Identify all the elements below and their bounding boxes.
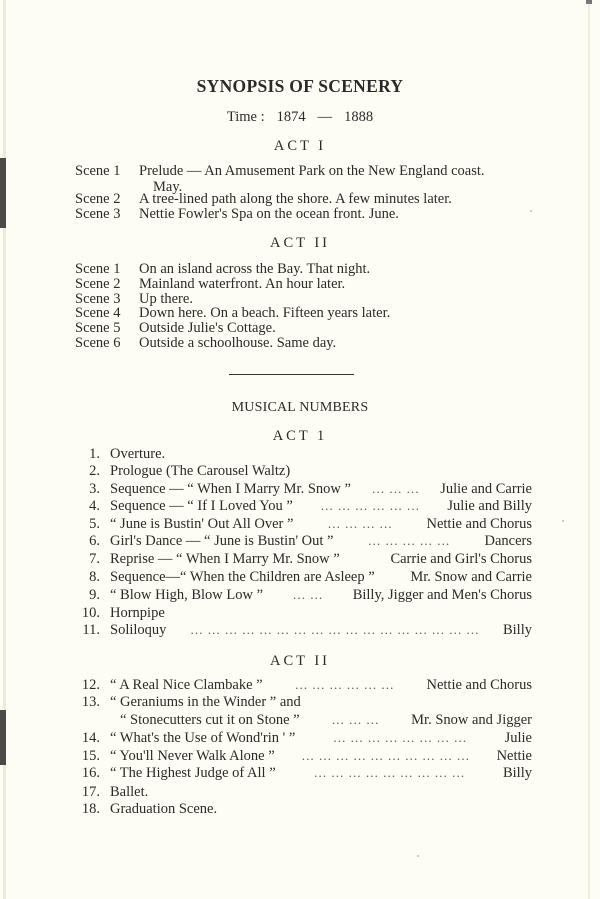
scene-label: Scene 2 [75, 191, 121, 207]
musical-number-item [72, 462, 532, 480]
number-index: 15. [81, 748, 100, 764]
leader-dots [375, 568, 411, 586]
paper-speck [530, 210, 532, 212]
musical-act-1-heading: ACT 1 [272, 428, 328, 444]
section-divider [229, 374, 354, 375]
scene-text: Outside a schoolhouse. Same day. [139, 335, 337, 351]
musical-number-item [72, 693, 532, 729]
binding-mark [0, 710, 6, 765]
leader-dots: … … … [371, 481, 420, 496]
number-index: 3. [89, 481, 100, 497]
scene-text: Down here. On a beach. Fifteen years later. [139, 305, 391, 321]
number-performer: Billy, Jigger and Men's Chorus [352, 587, 532, 603]
musical-number-item [72, 800, 532, 818]
time-start: 1874 [276, 109, 306, 125]
number-performer: Nettie and Chorus [426, 677, 532, 693]
scene-text: Outside Julie's Cottage. [139, 320, 276, 336]
number-title: Reprise — “ When I Marry Mr. Snow ” [110, 551, 340, 567]
number-performer: Billy [502, 622, 532, 638]
musical-number-item [72, 747, 532, 765]
scene-item [75, 261, 370, 277]
number-performer: Dancers [484, 533, 532, 549]
number-index: 18. [81, 801, 100, 817]
scene-label: Scene 5 [75, 320, 121, 336]
number-index: 16. [81, 765, 100, 781]
number-title: “ Blow High, Blow Low ” [110, 587, 264, 603]
scene-item [75, 305, 390, 321]
number-title: Sequence — “ If I Loved You ” [110, 498, 293, 514]
musical-number-item [72, 729, 532, 747]
scene-label: Scene 3 [75, 291, 121, 307]
number-index: 2. [89, 463, 100, 479]
musical-numbers-heading: MUSICAL NUMBERS [231, 400, 369, 415]
number-title: Sequence — “ When I Marry Mr. Snow ” [110, 481, 351, 497]
scene-item [75, 276, 345, 292]
scene-item [75, 191, 452, 207]
musical-number-item [72, 783, 532, 801]
scene-text: On an island across the Bay. That night. [139, 261, 371, 277]
number-performer: Nettie and Chorus [426, 516, 532, 532]
leader-dots: … … … … … [367, 533, 451, 548]
leader-dots: … … … … … … … … … [313, 765, 466, 780]
number-title: “ The Highest Judge of All ” [110, 765, 276, 781]
number-title: “ You'll Never Walk Alone ” [110, 748, 275, 764]
number-performer: Carrie and Girl's Chorus [390, 551, 532, 567]
musical-number-item [72, 497, 532, 515]
number-index: 1. [89, 446, 100, 462]
scene-label: Scene 4 [75, 305, 121, 321]
number-performer: Mr. Snow and Carrie [410, 569, 532, 585]
number-title: Girl's Dance — “ June is Bustin' Out ” [110, 533, 334, 549]
number-performer: Mr. Snow and Jigger [411, 712, 532, 728]
number-title: Ballet. [110, 784, 149, 800]
scan-corner-mark [586, 0, 592, 4]
paper-speck [417, 855, 419, 857]
scene-text-continuation: May. [153, 179, 183, 195]
musical-number-item [72, 480, 532, 498]
leader-dots: … … … … … … … … … … … … … … … … … [189, 622, 480, 637]
number-index: 14. [81, 730, 100, 746]
number-performer: Julie [504, 730, 532, 746]
musical-number-item [72, 764, 532, 782]
number-index: 7. [89, 551, 100, 567]
number-title: “ A Real Nice Clambake ” [110, 677, 263, 693]
musical-act-2-heading: ACT II [269, 653, 331, 669]
scene-label: Scene 1 [75, 163, 121, 179]
number-index: 9. [89, 587, 100, 603]
scene-label: Scene 1 [75, 261, 121, 277]
number-title: “ June is Bustin' Out All Over ” [110, 516, 294, 532]
number-title: Graduation Scene. [110, 801, 218, 817]
time-end: 1888 [344, 109, 374, 125]
scene-item [75, 335, 336, 351]
scene-item [75, 206, 399, 222]
leader-dots: … … … … … … … … [332, 730, 468, 745]
number-index: 12. [81, 677, 100, 693]
time-dash: — [317, 109, 333, 125]
musical-number-item [72, 568, 532, 586]
number-index: 8. [89, 569, 100, 585]
scene-label: Scene 2 [75, 276, 121, 292]
scene-text: Up there. [139, 291, 193, 307]
leader-dots [340, 550, 391, 568]
number-index: 13. [81, 694, 100, 710]
time-period [0, 109, 600, 126]
scene-item [75, 320, 276, 336]
number-title: Sequence—“ When the Children are Asleep ” [110, 569, 375, 585]
number-index: 6. [89, 533, 100, 549]
leader-dots: … … … … … … … … … … [301, 748, 470, 763]
number-performer: Julie and Billy [447, 498, 532, 514]
leader-dots: … … … … … … [294, 677, 395, 692]
time-label: Time : [226, 109, 265, 125]
scenery-act-2-heading: ACT II [269, 235, 331, 251]
number-index: 11. [82, 622, 100, 638]
musical-number-item [72, 515, 532, 533]
scene-label: Scene 3 [75, 206, 121, 222]
musical-number-item [72, 532, 532, 550]
number-title: “ What's the Use of Wond'rin ' ” [110, 730, 296, 746]
number-title-continuation: “ Stonecutters cut it on Stone ” [120, 712, 300, 728]
musical-number-item [72, 550, 532, 568]
leader-dots: … … … [331, 712, 380, 727]
scene-label: Scene 6 [75, 335, 121, 351]
scene-text: A tree-lined path along the shore. A few minutes later. [139, 191, 452, 207]
musical-number-item [72, 621, 532, 639]
leader-dots: … … [292, 587, 324, 602]
number-index: 5. [89, 516, 100, 532]
scene-text: Prelude — An Amusement Park on the New England coast. [139, 163, 485, 179]
number-index: 10. [81, 605, 100, 621]
scene-text: Mainland waterfront. An hour later. [139, 276, 346, 292]
scenery-act-1-heading: ACT I [273, 138, 327, 154]
scene-text: Nettie Fowler's Spa on the ocean front. June. [139, 206, 399, 222]
number-performer: Julie and Carrie [440, 481, 532, 497]
musical-number-item [72, 676, 532, 694]
number-title: Hornpipe [110, 605, 165, 621]
number-title: Prologue (The Carousel Waltz) [110, 463, 291, 479]
leader-dots: … … … … … … [320, 498, 420, 513]
binding-mark [0, 158, 6, 228]
page-title: SYNOPSIS OF SCENERY [196, 76, 404, 96]
number-index: 4. [89, 498, 100, 514]
number-title: Soliloquy [110, 622, 167, 638]
number-title: “ Geraniums in the Winder ” and [110, 694, 301, 710]
page-edge-right [588, 0, 590, 899]
musical-number-item [72, 586, 532, 604]
number-performer: Nettie [496, 748, 532, 764]
paper-speck [562, 520, 564, 522]
number-performer: Billy [502, 765, 532, 781]
musical-number-item [72, 445, 532, 463]
number-index: 17. [81, 784, 100, 800]
number-title: Overture. [110, 446, 166, 462]
leader-dots: … … … … [327, 516, 393, 531]
musical-number-item [72, 604, 532, 622]
